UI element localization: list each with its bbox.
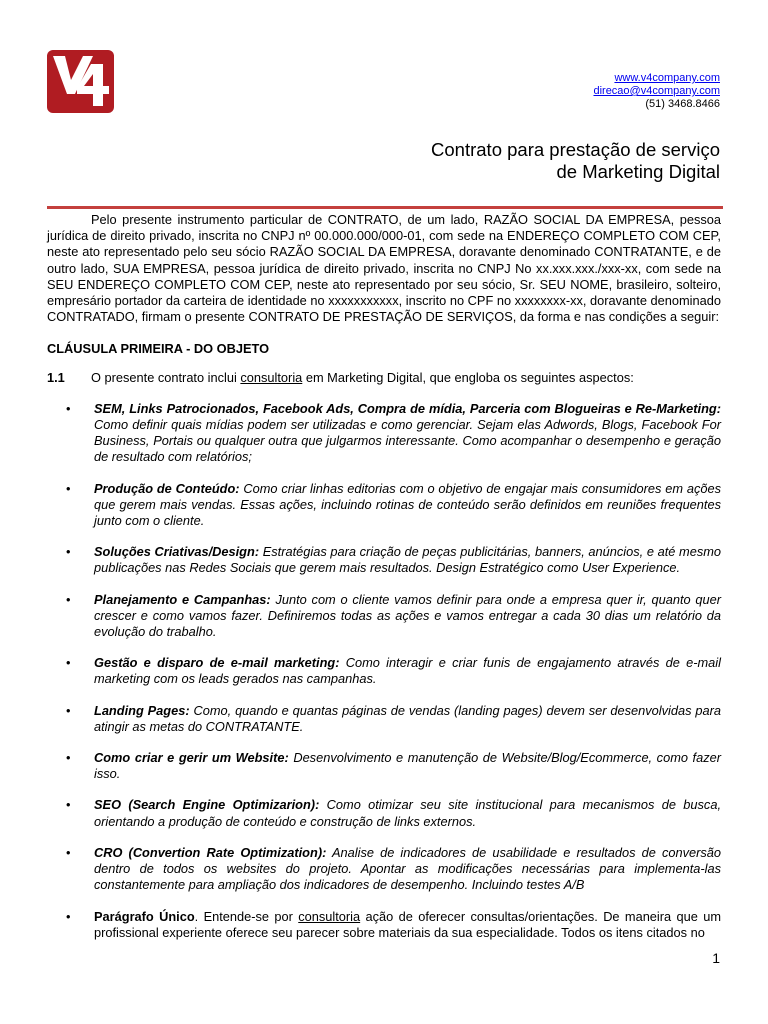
phone-number: (51) 3468.8466	[645, 98, 720, 110]
title-line-2: de Marketing Digital	[556, 161, 720, 182]
list-item: • Produção de Conteúdo: Como criar linhas editorias com o objetivo de engajar mais consumidores em ações que gerem mais vendas. Essas ações, incluindo rotinas de conteúdo serão definidos em reuniões frequentes junto com o cliente.	[66, 480, 721, 529]
list-item: • SEO (Search Engine Optimizarion): Como otimizar seu site institucional para mecanismos de busca, orientando a produção de conteúdo e construção de links externos.	[66, 797, 721, 829]
clause-title: CLÁUSULA PRIMEIRA - DO OBJETO	[47, 341, 270, 357]
website-link[interactable]: www.v4company.com	[614, 72, 720, 84]
list-item: • CRO (Convertion Rate Optimization): Analise de indicadores de usabilidade e resultados de conversão dentro de todos os websites do projeto. Apontar as modificações necessárias para implementa-las constantemente para ampliação dos indicadores de desempenho. Incluindo testes A/B	[66, 844, 721, 893]
item-1-1	[47, 370, 721, 386]
services-list	[47, 401, 721, 941]
document-title	[431, 139, 720, 183]
v4-logo	[47, 50, 114, 113]
list-item: • Como criar e gerir um Website: Desenvolvimento e manutenção de Website/Blog/Ecommerce, como fazer isso.	[66, 750, 722, 782]
bullet-icon: •	[66, 400, 71, 416]
contact-info	[593, 72, 720, 111]
list-item: • Gestão e disparo de e-mail marketing: Como interagir e criar funis de engajamento através de e-mail marketing com os leads gerados nas campanhas.	[66, 655, 721, 687]
title-line-1: Contrato para prestação de serviço	[431, 139, 720, 160]
list-item: • Planejamento e Campanhas: Junto com o cliente vamos definir para onde a empresa quer ir, quanto quer crescer e como vamos fazer. Definiremos todas as ações e vamos entregar a cada 30 dias um relatório da evolução do trabalho.	[66, 591, 722, 640]
list-item: • SEM, Links Patrocionados, Facebook Ads, Compra de mídia, Parceria com Blogueiras e Re-Marketing: Como definir quais mídias podem ser utilizadas e como gerenciar. Sejam elas Adwords, Blogs, Facebook For Business, Portais ou qualquer outra que julgarmos interessante. Como acompanhar o desempenho e geração de resultado com relatórios;	[66, 400, 721, 465]
bullet-icon: •	[66, 702, 71, 718]
item-number: 1.1	[47, 369, 65, 385]
list-item: • Soluções Criativas/Design: Estratégias para criação de peças publicitárias, banners, anúncios, e até mesmo publicações nas Redes Sociais que gerem mais resultados. Design Estratégico como User Experience.	[66, 544, 721, 576]
bullet-icon: •	[66, 797, 71, 813]
paragrafo-unico: • Parágrafo Único. Entende-se por consultoria ação de oferecer consultas/orientações. De maneira que um profissional experiente oferece seu parecer sobre materiais da sua especialidade. Todos os itens citados no	[66, 908, 721, 940]
intro-paragraph: Pelo presente instrumento particular de CONTRATO, de um lado, RAZÃO SOCIAL DA EMPRESA, pessoa jurídica de direito privado, inscrita no CNPJ nº 00.000.000/000-01, com sede na ENDEREÇO COMPLETO COM CEP, neste ato representado pelo seu sócio RAZÃO SOCIAL DA EMPRESA, doravante denominado CONTRATANTE, e de outro lado, SUA EMPRESA, pessoa jurídica de direito privado, inscrita no CNPJ No xx.xxx.xxx./xxx-xx, com sede na SEU ENDEREÇO COMPLETO COM CEP, neste ato representado por seu sócio, Sr. SEU NOME, brasileiro, solteiro, empresário portador da carteira de identidade no xxxxxxxxxxx, inscrito no CPF no xxxxxxxx-xx, doravante denominado CONTRATADO, firmam o presente CONTRATO DE PRESTAÇÃO DE SERVIÇOS, da forma e nas condições a seguir:	[47, 212, 721, 325]
bullet-icon: •	[66, 844, 71, 860]
bullet-icon: •	[66, 480, 71, 496]
bullet-icon: •	[66, 908, 71, 924]
consultoria-term: consultoria	[298, 908, 361, 924]
bullet-icon: •	[66, 544, 71, 560]
item-text: O presente contrato inclui consultoria em Marketing Digital, que engloba os seguintes aspectos:	[91, 369, 634, 385]
bullet-icon: •	[66, 750, 71, 766]
contract-body	[47, 212, 721, 941]
list-item: • Landing Pages: Como, quando e quantas páginas de vendas (landing pages) devem ser desenvolvidas para atingir as metas do CONTRATANTE.	[66, 702, 721, 734]
bullet-icon: •	[66, 655, 71, 671]
header-divider	[47, 206, 723, 209]
bullet-icon: •	[66, 591, 71, 607]
consultoria-term: consultoria	[240, 369, 303, 385]
page-number: 1	[712, 950, 720, 966]
email-link[interactable]: direcao@v4company.com	[593, 85, 720, 97]
